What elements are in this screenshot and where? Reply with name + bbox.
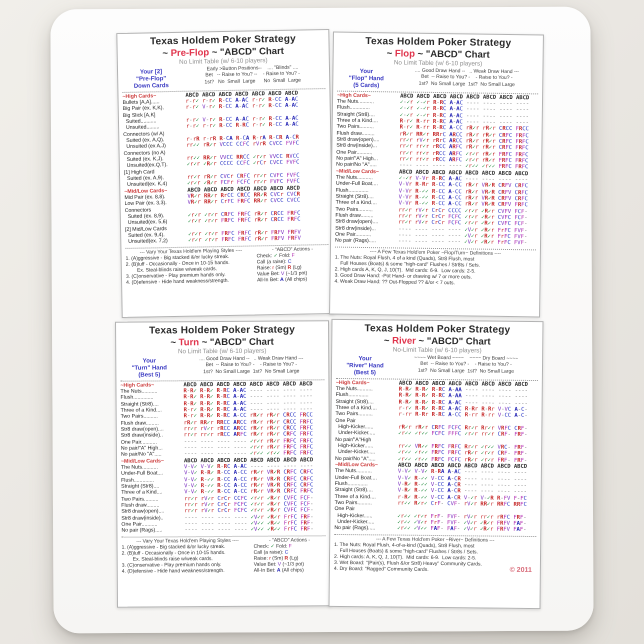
abcd-actions	[256, 246, 329, 284]
hand-label-line: "Turn" Hand	[131, 364, 167, 372]
row-label: Straight (Str8)....	[336, 111, 375, 118]
hand-label	[122, 66, 180, 90]
hand-label	[336, 353, 394, 377]
copyright: © 2011	[509, 566, 532, 575]
definition-item: 4. Dry Board: "Ragged" Community Cards.	[333, 566, 429, 574]
row-label: One Pair	[334, 506, 356, 513]
row-label: The Nuts...........	[120, 388, 158, 395]
hand-row	[121, 527, 325, 535]
definition-item: 3. Wet Board: "(Pair(s), Flush &/or Str8) Heavy" Community Cards.	[333, 560, 482, 568]
row-label: Suited (ex. 9,4).	[125, 232, 165, 239]
row-label: One Pair...........	[120, 439, 157, 446]
row-action-codes: ✓-✓r ✓-✓r R-RC A-AC ---- ---- ---- ----	[399, 105, 530, 114]
row-label: Connectors	[124, 207, 152, 214]
row-label: High-Kicker......	[334, 512, 373, 520]
card-title: Texas Holdem Poker Strategy	[365, 35, 512, 50]
row-label: Unsuited(ex. K,4)	[124, 181, 168, 189]
row-label: The Nuts...........	[335, 385, 373, 393]
row-label: No pair (Rags).....	[121, 527, 163, 535]
definitions-title: --- A Few Texas Hold'em Poker ~River~ Definitions ---	[375, 536, 495, 544]
position-header-line: Early >Button Positions-- .... "Blinds" ....	[206, 64, 299, 72]
row-label: Three of a Kind....	[120, 407, 162, 414]
row-action-codes: R-R✓ R-R✓ R-RC A-AC ---- ---- ---- ----	[183, 399, 313, 407]
row-label: No pair/"A"High	[335, 436, 372, 443]
row-action-codes: r-rr R-Rr R-RC A-CC R-rr R-rr V-CC A-C-	[398, 411, 528, 420]
row-label: Unsuited(ex.Q,T).	[123, 162, 168, 170]
row-action-codes: R-r✓ R-rr R-RC A-AC ---- ---- ---- ----	[399, 118, 529, 127]
row-action-codes: r-r✓ r-r✓ R-CC A-AC r-r✓ R-CC A-AC	[185, 96, 299, 105]
hand-label-line: Your	[359, 68, 374, 75]
row-label: Three of a Kind....	[335, 199, 377, 207]
row-action-codes: V-Vr R-Rr R-CC A-CC rR✓r VR✓R CRFV CRFC	[398, 181, 529, 190]
style-item: 4. (D)efensive - Hide hand weakness/strength.	[121, 568, 225, 575]
hand-row	[334, 525, 536, 533]
action-item: Call (a raise): C	[256, 258, 292, 266]
card-title: Texas Holdem Poker Strategy	[364, 323, 511, 336]
style-item: Ex. Steal-blinds raise w/weak cards.	[121, 556, 213, 563]
column-headers	[336, 353, 538, 380]
row-action-codes: rr✓✓ rR✓r VCCC CCFC rVrR CVCC FVFC	[186, 140, 300, 149]
row-label: No pair/No "A".....	[335, 455, 376, 462]
action-item: Check: ✓ Fold: F	[256, 252, 295, 260]
position-header-line: 1st? No Small Large 1st? No Small Large	[203, 368, 300, 376]
playing-styles	[125, 247, 257, 286]
row-action-codes: ---- ---- ---- ---- ✓V✓r ✓R✓r FrFC FVF-	[398, 238, 528, 247]
row-label: No pair/"A" High...	[336, 155, 379, 163]
row-label: No pair/No "A".....	[336, 161, 377, 169]
row-label: Unsuited (ex A,J)	[123, 143, 166, 151]
row-label: Flush..............	[335, 392, 369, 399]
definition-item: 1. The Nuts: Royal Flush, 4 of a kind (Quads), Str8 Flush, most	[334, 254, 475, 263]
hand-label-line: Your	[358, 355, 372, 362]
card-footer	[334, 246, 536, 287]
section-label: ~Mid/Low Cards~	[124, 187, 168, 195]
row-label: The Nuts...........	[336, 98, 374, 105]
styles-title: --- Vary Your Texas Hold'em Playing Styles ----	[139, 247, 243, 256]
row-action-codes: rr✓r rV✓r CrCr FCFC ✓r✓r ✓R✓r CVFC FCF-	[184, 501, 314, 509]
hand-label-line: "Flop" Hand	[348, 75, 384, 82]
table-type-line: No Limit Table (w/ 6-10 players)	[393, 59, 483, 68]
row-label: Three of a Kind....	[334, 493, 376, 501]
style-item: 2. (B)luff - Occasionally - Once in 10-15 hands.	[121, 549, 226, 557]
row-action-codes: ---- ---- ---- ---- ✓r✓✓ ✓r✓✓ FRFC FRFC	[399, 162, 529, 171]
row-action-codes: R-r✓ R-R✓ R-RC A-AC ---- ---- ---- ----	[183, 406, 313, 414]
chart-card-flop	[329, 32, 544, 318]
row-label: Straight (Str8)....	[121, 483, 160, 490]
row-action-codes: rr✓✓ R✓r✓ CrF- CVF- rV✓r RR✓r RRFC RRFC	[397, 500, 527, 508]
row-label: Connectors (w/ A)	[123, 130, 165, 138]
row-action-codes: ✓r✓✓ ✓r✓✓ FCFC FFFC ✓r✓r rr✓r CRF- FRF-	[398, 430, 528, 439]
row-label: Two Pairs..........	[334, 499, 372, 507]
row-label: Big Slick [A,K]	[122, 111, 156, 119]
row-label: Flush..............	[121, 477, 155, 484]
row-action-codes: rr✓r rV✓r CrCr FCFC ✓r✓r ✓R✓r CVFC FCF-	[184, 507, 314, 515]
row-action-codes: r-rR r-rR R-CA R-CA R-rA R-CR A-CR	[186, 134, 300, 143]
row-action-codes: ✓r✓✓ ✓r✓✓ FRFC FCFC rR✓r ✓r✓r FRF- FRF-	[398, 456, 528, 464]
abcd-header: ABCD ABCD ABCD ABCD ABCD ABCD ABCD ABCD	[398, 380, 529, 388]
row-action-codes: rr✓r rV✓r rRCC ARCC rR✓r rR✓r CRCC FRFC	[183, 425, 313, 433]
row-action-codes: rr✓r rr✓r rRCC ARFC rR✓r rR✓r CRFC FRFC	[183, 431, 314, 439]
action-item: Call (a raise): C	[253, 549, 289, 556]
row-label: No pair (Rags).....	[335, 237, 377, 245]
row-label: Under-Kicker.....	[334, 519, 375, 526]
action-item: Value Bet: V (~1/3 pot)	[253, 561, 305, 568]
row-label: Str8 drw(inside)...	[336, 142, 378, 150]
row-label: Big Pair (ex. K,K).	[122, 105, 165, 113]
row-action-codes: R-R✓ R-R✓ R-RC A-AC ---- ---- ---- ----	[183, 393, 313, 401]
row-label: Flush draw.........	[335, 212, 374, 220]
position-headers	[178, 355, 324, 376]
section-label: ~High Cards~	[120, 381, 155, 389]
table-type-line: No-Limit Table (w/ 6-10 players)	[392, 346, 482, 355]
row-label: Two Pairs..........	[336, 123, 374, 131]
row-action-codes: rr✓r rV✓r CrCr CCFC ✓r✓r ✓R✓r CVFC FCF-	[184, 495, 314, 502]
hand-label-line: Down Cards	[133, 82, 169, 90]
row-label: Mid Pair (ex. 8,8).	[124, 194, 166, 201]
abcd-header: ABCD ABCD ABCD ABCD ABCD ABCD ABCD ABCD	[397, 462, 528, 470]
row-action-codes: ✓r✓✓ ✓V✓r FrF- FVF- ✓V✓r ✓R✓r FRFV FAF-	[397, 519, 527, 528]
row-label: Three of a Kind....	[336, 117, 379, 125]
chart-label: "ABCD" Chart	[219, 45, 284, 59]
row-action-codes: V-V✓ R-✓✓ R-CC A-CC rR✓r VR✓R CRFC CRFC	[184, 482, 314, 490]
table-type-line: No Limit Table (w/ 6-10 players)	[179, 57, 268, 66]
row-action-codes: ---- ---- ---- ---- ✓r✓r rR✓r FRFC FRFC	[183, 444, 314, 452]
row-label: Unsuited.........	[123, 124, 160, 132]
definition-item: Full Houses (Boats) & some "high-card" Flushes / Str8s / Sets.	[334, 547, 478, 556]
definitions	[334, 536, 536, 575]
section-label: ~Mid/Low Cards~	[335, 168, 380, 175]
row-label: One Pair	[335, 417, 356, 424]
row-label: Flush..............	[335, 187, 369, 194]
row-action-codes: ---- ---- ---- ---- ✓V✓✓ ✓R✓✓ FrFC FRF-	[184, 526, 314, 534]
row-action-codes: rr✓r rr✓r rRCC ARFC rR✓r rR✓r CRFC FRFC	[399, 143, 529, 152]
row-label: Straight (Str8)....	[334, 487, 373, 494]
position-header-line: 1st? No Small Large No Small Large	[204, 77, 302, 86]
row-action-codes: V-R✓ R-✓✓ V-CC A-CR ---- ---- ---- ----	[397, 487, 527, 496]
definition-item: 2. High cards A, K, Q, J, 10(T). Mid cards: 6-9. Low cards: 2-5.	[334, 266, 476, 275]
row-action-codes: VR✓r RR✓r RrCC CRCC RR✓R CVCr CVCR	[187, 191, 301, 200]
chart-card-preflop	[116, 29, 334, 318]
row-label: Three of a Kind....	[121, 489, 163, 497]
position-header-line: ~~~~ Wet Board ~~~~ ~~~~ Dry Board ~~~~	[414, 354, 519, 362]
actions-title: - "ABCD" Actions -	[271, 246, 314, 253]
row-action-codes: R-r✓ R-rr R-RC A-CC rR✓r rR✓r CRCC FRCC	[399, 124, 529, 133]
round-name: River	[392, 335, 416, 347]
card-footer	[125, 244, 329, 286]
row-label: The Nuts...........	[335, 174, 373, 182]
row-action-codes: r-r✓ R-R✓ R-RC A-AC R-Rr R-Rr V-VC A-C-	[398, 405, 528, 413]
row-action-codes: ✓-✓r ✓-✓r R-RC A-AC ---- ---- ---- ----	[399, 112, 530, 120]
hand-label-line: (5 Cards)	[353, 82, 380, 89]
column-headers	[337, 66, 538, 94]
definition-item: 4. Weak Draw Hand: ?? Out-Flopped ?? &/or < 7 outs.	[334, 278, 455, 287]
row-label: Two Pairs..........	[335, 206, 373, 213]
row-label: Suited (ex. 8,9).	[124, 213, 165, 220]
table-type-line: No Limit Table (w/ 6-10 players)	[177, 347, 267, 356]
row-action-codes: V-V✓ R-✓✓ R-CC A-CC rR✓r VR✓R CRFC FRFC	[184, 488, 314, 496]
row-label: Str8 draw(open)....	[335, 218, 379, 226]
row-label: Straight (Str8)....	[335, 193, 374, 201]
row-action-codes: rR✓r RR✓r RRCC ARCC rR✓r rR✓r CRCC FRFC	[183, 418, 313, 426]
row-label: Str8 draw(open)....	[120, 426, 164, 433]
row-label: Bullets [A,A]......	[122, 99, 160, 106]
row-label: Str8 draw(inside)..	[121, 515, 164, 522]
row-label: Two Pairs..........	[121, 496, 159, 503]
row-action-codes: V-Vr R-✓✓ R-CC A-CC rR✓r VR✓R CRFV FRFC	[398, 200, 528, 209]
row-action-codes: rr✓✓ RR✓r VVCC RRCC ✓r✓r VVCC RVCC	[186, 153, 300, 162]
row-label: High-Kicker......	[335, 442, 374, 450]
style-item: Ex. Steal-blinds raise w/weak cards.	[125, 266, 218, 274]
card-subtitle: ~ Pre-Flop ~ "ABCD" Chart	[162, 45, 284, 60]
section-label: ~High Cards~	[122, 92, 157, 100]
row-action-codes: V-Vr R-✓✓ R-CC A-CC rR✓r VR✓R CRFV CRFC	[398, 194, 528, 203]
row-action-codes: ---- ---- ---- ---- ✓r✓✓ ✓r✓✓ FRFC FRFC	[183, 450, 314, 458]
position-header-line: .... Good Draw Hand -- .. Weak Draw Hand ---	[199, 354, 304, 362]
row-action-codes: R-R✓ R-R✓ R-RC A-AC ---- ---- ---- ----	[398, 399, 528, 407]
section-label: ~Mid/Low Cards~	[334, 461, 378, 469]
action-item: All-In Bet: A (All chips)	[253, 567, 304, 575]
row-action-codes: V-V✓ V-V✓ R-RC A-AC ---- ---- ---- ----	[184, 463, 314, 471]
card-footer	[334, 534, 536, 575]
row-action-codes: V-R✓ R-✓✓ V-CC A-CR ---- ---- ---- ----	[397, 481, 527, 489]
chart-label: "ABCD" Chart	[426, 335, 491, 348]
hand-label	[120, 356, 178, 379]
action-item: Value Bet: V (~1/3 pot)	[256, 270, 308, 278]
row-label: Unsuited(ex. 5,6)	[124, 219, 168, 227]
hand-label	[337, 66, 395, 90]
row-action-codes: rR✓r rR✓r CRFC FCFC Rr✓r Rr✓r VRFC CRF-	[398, 424, 528, 432]
hand-label-line: "Pre-Flop"	[136, 75, 167, 83]
row-action-codes: rr✓r rV✓r rRrC ARCC rR✓r rR✓r CRFC FRFC	[399, 137, 529, 146]
style-item: 1. (A)ggressive - Big stacked &/or lucky streak.	[125, 253, 230, 262]
row-label: Under-Full Boat....	[334, 474, 377, 482]
row-action-codes: V-V✓ R-✓✓ R-CC A-CC rR✓r VR✓R CRFC CRFC	[184, 476, 314, 483]
row-label: Flush..............	[336, 104, 370, 112]
row-action-codes: V-V✓ R-✓✓ V-CC A-CR ---- ---- ---- ----	[397, 475, 528, 483]
row-action-codes: ✓r✓r ✓r✓r CRFC FRFC rR✓r CRCC FRFC	[187, 210, 301, 219]
card-subtitle: ~ Flop ~ "ABCD" Chart	[386, 48, 490, 61]
hand-rows	[334, 379, 538, 533]
row-action-codes: rr✓r rR✓r CVCr CRFC rr✓r CVFC FVFC	[187, 172, 300, 181]
row-label: No pair/"A" High...	[120, 445, 163, 452]
hand-label-line: (Best 5)	[138, 371, 161, 379]
position-header-line: 1st? No Small Large 1st? No Small Large	[417, 367, 515, 375]
abcd-header: ABCD ABCD ABCD ABCD ABCD ABCD ABCD ABCD	[183, 456, 314, 464]
definition-item: 2. High cards: A, K, Q, J, 10(T). Mid cards: 6-9. Low cards: 2-5.	[333, 553, 477, 562]
row-label: High-Kicker......	[335, 423, 374, 431]
row-label: Suited (ex. A,9).	[124, 175, 164, 182]
row-action-codes: ---- ---- ---- ---- ✓V✓✓ ✓R✓✓ FrFC FRF-	[184, 520, 314, 528]
row-label: One Pair...........	[335, 231, 372, 239]
row-action-codes: ---- ---- ---- ---- ✓V✓r ✓R✓r FrFC FRF-	[184, 514, 314, 521]
row-label: Under-Full Boat....	[335, 180, 378, 188]
column-headers	[120, 355, 324, 381]
position-header-line: 1st? No Small Large 1st? No Small Large	[418, 80, 515, 88]
round-name: Pre-Flop	[170, 47, 210, 60]
position-header-line: Bet -- Raise to You? - - Raise to You? -	[420, 361, 512, 368]
abcd-actions	[254, 537, 326, 574]
round-name: Turn	[178, 337, 200, 349]
style-item: 1. (A)ggressive - Big stacked &/or lucky streak.	[121, 543, 226, 551]
row-action-codes: V-Vr R-✓✓ R-CC A-CC rR✓r VR✓R CRFV CRFC	[398, 188, 528, 196]
row-action-codes: rr✓r rV✓r CrCr CCCC ✓r✓r ✓R✓r CVFV FCF-	[398, 207, 528, 215]
styles-title: --- Vary Your Texas Hold'em Playing Styles ----	[136, 537, 239, 545]
row-action-codes: ✓r✓✓ ✓V✓✓ FAF- FAF- ✓V✓r ✓R✓r FRFV FAF-	[397, 526, 527, 534]
row-label: No pair (Rags).....	[334, 525, 376, 532]
style-item: 2. (B)luff - Occasionally - Once in 10-15 hands.	[125, 259, 230, 268]
row-action-codes: ✓-✓r ✓-✓r R-RC A-AC ---- ---- ---- ----	[399, 99, 530, 108]
hand-rows	[120, 381, 325, 535]
abcd-header: ABCD ABCD ABCD ABCD ABCD ABCD ABCD	[185, 90, 299, 99]
row-action-codes: V-V✓ V-V✓ R-RA A-AC ---- ---- ---- ----	[397, 468, 528, 477]
row-label: Under-Kicker.....	[335, 430, 376, 437]
row-action-codes: ✓-✓r V-Vr R-RC A-AC ---- ---- ---- ----	[398, 175, 529, 184]
row-action-codes: rr✓r rr✓r rRCC ARFC ✓r✓r rR✓r FRFC FRFC	[399, 156, 529, 165]
definition-item: Full Houses (Boats) & some "high-card" Flushes / Str8ts / Sets.	[334, 260, 481, 269]
row-label: One Pair...........	[336, 149, 373, 156]
definitions-title: ---- A Few Texas Hold'em Poker ~Flop/Turn~ Definitions ----	[369, 248, 502, 257]
row-action-codes: R-r✓ R-R✓ R-RC A-CC rR✓r rR✓r CRCC FRCC	[183, 412, 313, 420]
row-label: [1] High Card	[123, 168, 155, 176]
row-action-codes: ✓r✓r ✓R✓r FCFr FCFC rr✓r FVFC FVFC	[187, 178, 300, 188]
abcd-header: ABCD ABCD ABCD ABCD ABCD ABCD ABCD ABCD	[398, 169, 529, 177]
definition-item: 3. Good Draw Hand: -Pot Hand- or drawing w/ 7 or more outs.	[334, 272, 472, 281]
definition-item: 1. The Nuts: Royal Flush, 4-of-a-kind (Quads), Str8 Flush, most	[334, 541, 475, 550]
row-label: Flush..............	[120, 394, 154, 401]
row-label: Two Pairs..........	[120, 413, 158, 420]
chart-label: "ABCD" Chart	[425, 48, 490, 61]
row-label: No pair/No "A".....	[120, 451, 162, 458]
position-header-line: Bet -- Raise to You? -- - Raise to You? -	[205, 70, 300, 79]
position-headers	[395, 67, 538, 89]
row-label: Straight (Str8)....	[120, 400, 159, 408]
row-action-codes: ✓r✓r ✓r✓r FRFC FRFC rR✓r FRFV FRFV	[188, 229, 301, 238]
row-label: Str8 drw(inside)...	[335, 225, 376, 232]
position-headers	[180, 64, 325, 87]
row-label: Flush draw.........	[121, 502, 160, 509]
row-label: Str8 draw(open)....	[336, 136, 380, 144]
row-label: [2] Mid/Low Cards	[125, 225, 167, 233]
position-header-line: Bet -- Raise to You? - - Raise to You? -	[421, 73, 513, 82]
row-label: Two Pairs..........	[335, 411, 373, 418]
playing-styles	[122, 538, 254, 575]
row-action-codes: rr✓r rr✓r rRCC ARFC ✓r✓r rR✓r FRFC FRFC	[399, 150, 529, 158]
row-action-codes: ✓r✓r ✓r✓r FRFC FRFC rR✓r FRFV FRFV	[188, 235, 301, 245]
row-action-codes: ---- ---- ---- ---- ✓V✓r ✓R✓r FrFC FVF-	[398, 226, 528, 234]
row-action-codes: ✓r✓r ✓R✓r CCCC CCFC ✓rCr CVCC FVFC	[186, 159, 300, 169]
action-item: All-In Bet: A (All chips)	[257, 276, 308, 284]
section-label: ~Mid/Low Cards~	[120, 458, 164, 465]
row-action-codes: ✓r✓✓ ✓r✓r FrF- FVF- rV✓r rr✓r rRFC FRF-	[397, 513, 527, 521]
action-item: Check: ✓ Fold: F	[253, 543, 292, 550]
position-header-line: Bet -- Raise to You? - - Raise to You? -	[205, 361, 298, 369]
row-action-codes: ---- ---- ---- ---- ✓V✓r ✓R✓r FrFC FVF-	[398, 232, 528, 241]
row-action-codes: r-r✓ r-r✓ R-CC R-RC r-r✓ R-CC A-AC	[186, 121, 299, 130]
style-item: 3. (C)onservative - Play premium hands only.	[125, 272, 226, 281]
row-label: Suited...........	[122, 118, 157, 125]
row-action-codes: r-r✓ V-r✓ R-CC A-AC r-r✓ R-CC A-AC	[185, 102, 299, 111]
position-header-line: .... Good Draw Hand -- .. Weak Draw Hand ---	[414, 67, 520, 75]
abcd-header: ABCD ABCD ABCD ABCD ABCD ABCD ABCD ABCD	[183, 380, 313, 388]
style-item: 4. (D)efensive - Hide hand weakness/strength.	[126, 278, 229, 287]
card-footer	[122, 535, 326, 575]
definitions	[334, 248, 535, 287]
card-subtitle: ~ River ~ "ABCD" Chart	[383, 335, 491, 348]
hand-label-line: Your [2]	[139, 68, 163, 76]
card-title: Texas Holdem Poker Strategy	[149, 324, 296, 337]
abcd-header: ABCD ABCD ABCD ABCD ABCD ABCD ABCD ABCD	[400, 92, 530, 101]
row-label: Unsuited(ex. 7,2)	[125, 238, 168, 246]
row-label: Low Pair (ex. 3,3).	[124, 200, 167, 208]
hand-label-line: (Best 5)	[353, 369, 376, 376]
row-action-codes: V-V✓ R-R✓ R-CC A-CC rR✓r VR✓R CRFC CRFC	[184, 469, 314, 477]
card-title: Texas Holdem Poker Strategy	[149, 33, 296, 48]
row-action-codes: VR✓r RR✓r CrFC FRFC RR✓r CVCC CVCC	[187, 197, 301, 207]
row-label: Flush draw.........	[120, 420, 159, 427]
action-item: Raise: r (Sm) R (Lg)	[256, 264, 302, 272]
row-action-codes: R-R✓ R-R✓ R-RC A-AA ---- ---- ---- ----	[398, 392, 528, 401]
row-action-codes: rR✓r RR✓r RRrC ARCC rR✓r rR✓r CRFC FRFC	[399, 131, 529, 139]
row-label: Connectors (no A)	[123, 149, 166, 157]
row-action-codes: R-R✓ R-R✓ R-RC A-AC ---- ---- ---- ----	[183, 387, 313, 395]
row-label: Flush..............	[334, 480, 368, 488]
row-action-codes: ✓r✓✓ ✓r✓✓ FRFC FRFC rR✓r ✓r✓r CRF- FRF-	[398, 449, 528, 458]
style-item: 3. (C)onservative - Play premium hands only.	[121, 562, 222, 569]
row-label: Str8 draw(open)....	[121, 508, 165, 516]
round-name: Flop	[394, 48, 416, 60]
row-label: One Pair...........	[121, 521, 158, 528]
row-action-codes: R-R✓ R-R✓ R-RC A-AA ---- ---- ---- ----	[398, 386, 528, 394]
row-action-codes: r-R✓ R-✓✓ V-CC A-CR V-✓r V-✓R R-FV F-FC	[397, 494, 527, 502]
action-item: Raise: r (Sm) R (Lg)	[253, 555, 299, 562]
hand-label-line: "River" Hand	[346, 362, 384, 369]
hand-rows	[335, 92, 538, 247]
row-action-codes: ---- ---- ---- ---- ✓r✓r rR✓r FRFC FRFC	[183, 437, 314, 445]
section-label: ~High Cards~	[337, 92, 371, 99]
row-action-codes: rr✓r rV✓r CrCr FCFC ✓r✓r ✓R✓r CVFC FCF-	[398, 213, 528, 222]
row-action-codes: ✓r✓r ✓r✓r FRFC FRFC rR✓r CRCC FRFC	[187, 216, 301, 226]
row-action-codes: rr✓✓ VR✓✓ FRFC FRFC Rr✓r ✓r✓✓ VRC- FRF-	[398, 443, 528, 451]
hand-rows	[122, 90, 328, 246]
row-label: The Nuts...........	[121, 464, 158, 471]
row-label: Suited (ex. A,Q).	[123, 137, 165, 144]
column-headers	[122, 64, 325, 93]
row-label: Three of a Kind....	[335, 404, 377, 412]
row-label: Suited (ex. K,J).	[123, 156, 164, 163]
hand-label-line: Your	[142, 357, 156, 365]
row-label: The Nuts...........	[334, 468, 372, 475]
chart-card-river	[328, 319, 543, 609]
row-action-codes: rr✓r rV✓r CrCr FCFC ✓r✓r ✓R✓r CVFC FCF-	[398, 219, 528, 228]
chart-card-turn	[115, 320, 331, 607]
section-label: ~High Cards~	[335, 379, 370, 386]
chart-label: "ABCD" Chart	[209, 336, 274, 349]
row-action-codes: r-r✓ V-r✓ R-CC A-AC r-r✓ R-CC A-AC	[185, 115, 299, 124]
row-label: Under-Full Boat....	[121, 470, 164, 478]
row-label: Under-Kicker.....	[335, 449, 376, 456]
abcd-header: ABCD ABCD ABCD ABCD ABCD ABCD ABCD	[187, 185, 300, 194]
row-label: Flush draw.........	[336, 130, 375, 137]
row-label: Str8 draw(inside)..	[120, 432, 163, 439]
actions-title: - "ABCD" Actions -	[268, 537, 311, 544]
row-label: Straight (Str8)....	[335, 398, 374, 405]
position-headers	[394, 354, 538, 376]
card-subtitle: ~ Turn ~ "ABCD" Chart	[170, 336, 274, 349]
